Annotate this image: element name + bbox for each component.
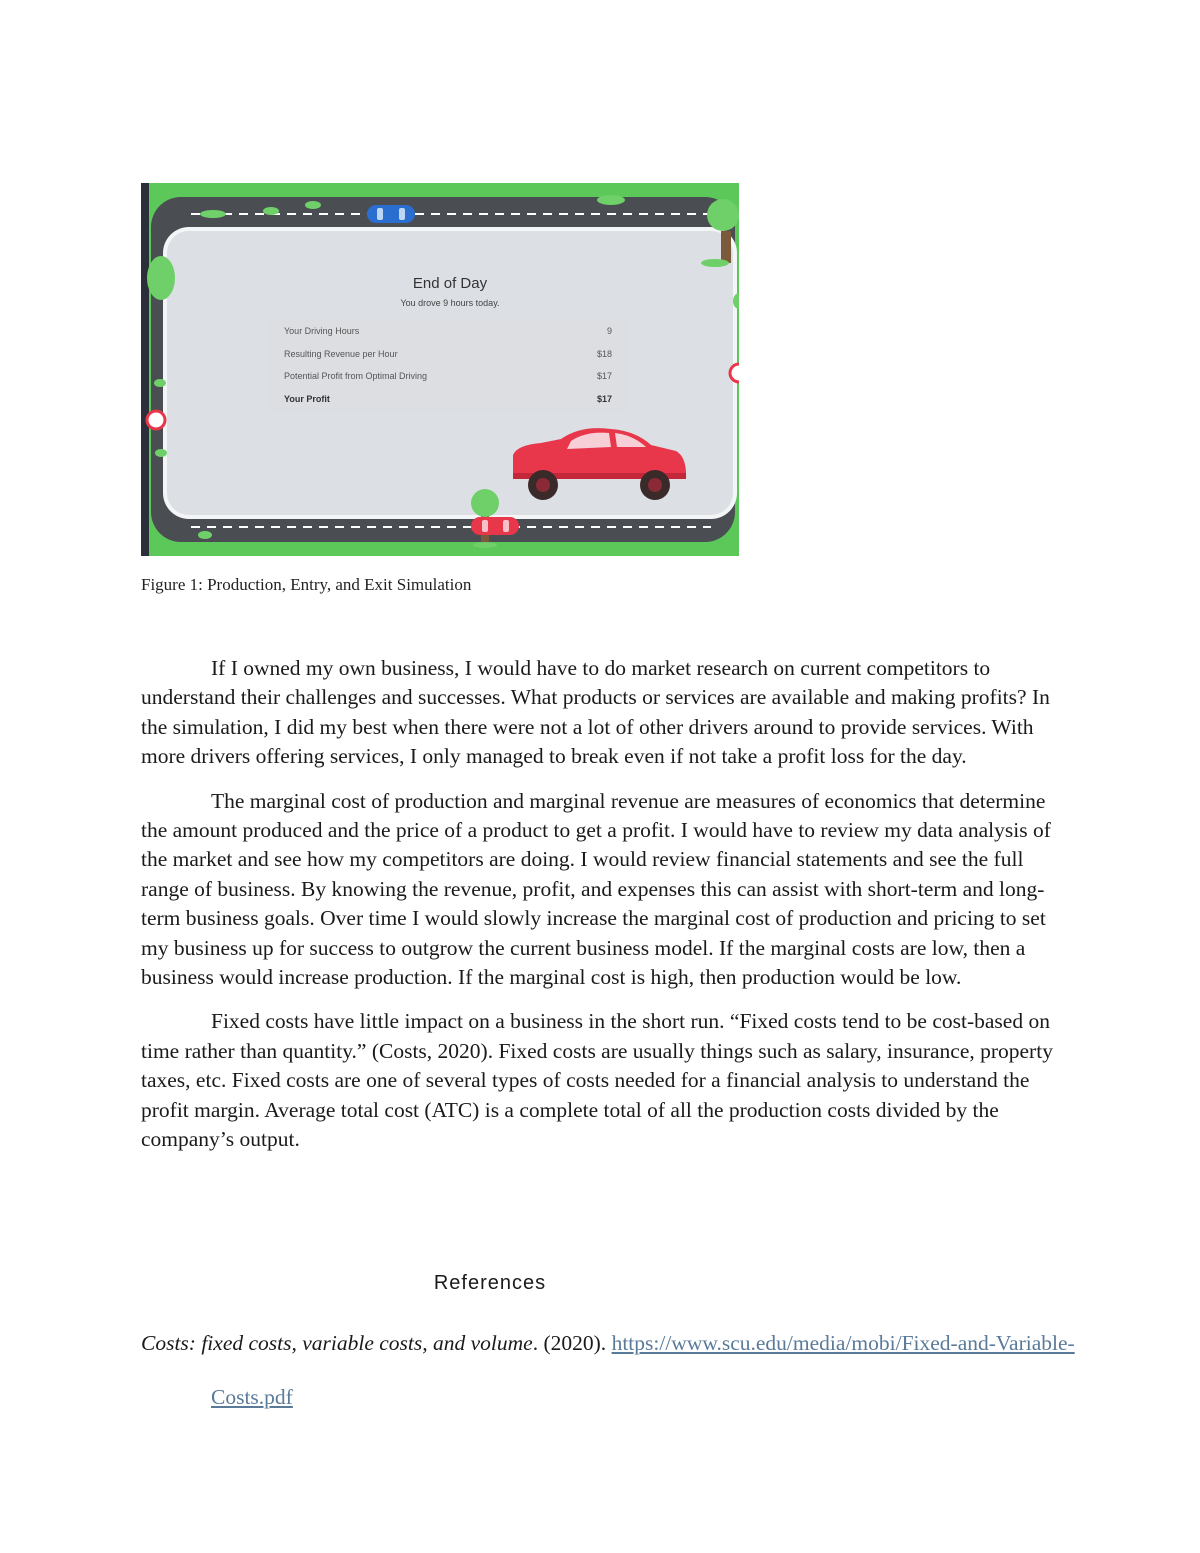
figure-caption: Figure 1: Production, Entry, and Exit Simulation (141, 575, 472, 594)
reference-year: (2020). (543, 1331, 607, 1355)
stat-label: Resulting Revenue per Hour (284, 348, 398, 359)
stat-value: $17 (596, 393, 612, 404)
essay-body (141, 654, 1063, 1170)
reference-link[interactable]: https://www.scu.edu/media/mobi/Fixed-and-Variable-Costs.pdf (211, 1331, 1075, 1409)
red-car-small-icon (471, 517, 519, 535)
stat-row-total (284, 388, 612, 411)
paragraph: Fixed costs have little impact on a business in the short run. “Fixed costs tend to be cost-based on time rather than quantity.” (Costs, 2020). Fixed costs are usually things such as salary, insurance, property taxes, etc. Fixed costs are one of several types of costs needed for a financial analysis to understand the profit margin. Average total cost (ATC) is a complete total of all the production costs divided by the company’s output. (141, 1009, 1053, 1152)
stat-row (284, 365, 612, 388)
reference-title: Costs: fixed costs, variable costs, and volume (141, 1331, 533, 1355)
blue-car-icon (367, 205, 415, 223)
dialog-subtitle: You drove 9 hours today. (400, 298, 500, 308)
end-of-day-dialog (270, 265, 630, 412)
paragraph: The marginal cost of production and marginal revenue are measures of economics that determine the amount produced and the price of a product to get a profit. I would have to review my data analysis of the market and see how my competitors are doing. I would review financial statements and see the full range of business. By knowing the revenue, profit, and expenses this can assist with short-term and long-term business goals. Over time I would slowly increase the marginal cost of production and pricing to set my business up for success to outgrow the current business model. If the marginal costs are low, then a business would increase production. If the marginal cost is high, then production would be low. (141, 788, 1051, 990)
stat-label: Your Driving Hours (284, 326, 360, 337)
dialog-title: End of Day (412, 275, 488, 292)
stat-row (284, 320, 612, 343)
stat-label: Your Profit (284, 393, 330, 404)
paragraph: If I owned my own business, I would have to do market research on current competitors to understand their challenges and successes. What products or services are available and making profits? In the simulation, I did my best when there were not a lot of other drivers around to provide services. With more drivers offering services, I only managed to break even if not take a profit loss for the day. (141, 656, 1050, 769)
stat-row (284, 343, 612, 366)
references-heading: References (433, 1272, 547, 1294)
stat-value: 9 (606, 326, 612, 337)
stat-label: Potential Profit from Optimal Driving (284, 371, 428, 382)
stats-table (270, 318, 626, 412)
stat-value: $18 (596, 348, 612, 359)
stat-value: $17 (596, 371, 612, 382)
reference-entry: Costs: fixed costs, variable costs, and volume. (2020). https://www.scu.edu/media/mobi/Fixed-and-Variable-Costs.pdf (141, 1331, 1075, 1409)
